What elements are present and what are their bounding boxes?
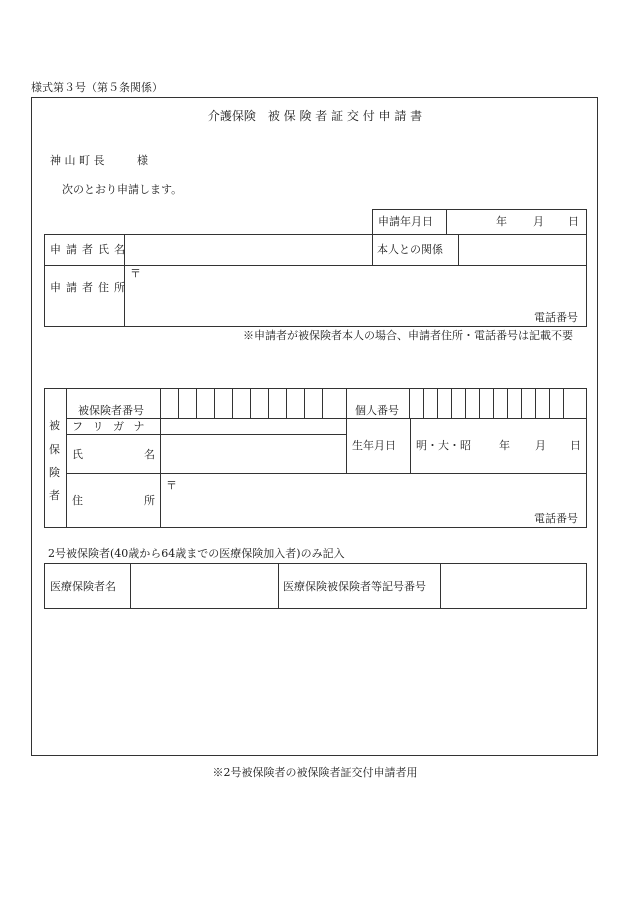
personal-number-label: 個人番号 bbox=[355, 404, 399, 417]
honorific: 様 bbox=[137, 154, 148, 167]
insured-address-field[interactable] bbox=[161, 474, 586, 527]
insured-side-char-1: 被 bbox=[49, 419, 60, 432]
applicant-phone-label: 電話番号 bbox=[534, 311, 578, 324]
birth-month: 月 bbox=[535, 439, 546, 452]
addressee: 神 山 町 長 bbox=[50, 154, 105, 167]
insured-address-label-2: 所 bbox=[144, 494, 155, 507]
applicant-name-field[interactable] bbox=[125, 235, 371, 264]
applicant-address-label: 申請者住所 bbox=[50, 281, 130, 294]
insured-side-char-4: 者 bbox=[49, 489, 60, 502]
date-year: 年 bbox=[496, 215, 507, 228]
relation-field[interactable] bbox=[459, 235, 586, 264]
date-day: 日 bbox=[568, 215, 579, 228]
insured-side-char-3: 険 bbox=[49, 466, 60, 479]
insured-name-label-1: 氏 bbox=[72, 448, 83, 461]
category2-heading: 2号被保険者(40歳から64歳までの医療保険加入者)のみ記入 bbox=[48, 547, 345, 560]
insured-address-label-1: 住 bbox=[72, 494, 83, 507]
insurer-name-label: 医療保険者名 bbox=[50, 580, 116, 593]
birth-date-label: 生年月日 bbox=[352, 439, 396, 452]
postal-mark: 〒 bbox=[130, 267, 141, 280]
birth-year: 年 bbox=[499, 439, 510, 452]
insurance-symbol-field[interactable] bbox=[441, 564, 586, 608]
era-options: 明・大・昭 bbox=[416, 439, 471, 452]
insurance-symbol-label: 医療保険被保険者等記号番号 bbox=[283, 580, 426, 593]
insurer-name-field[interactable] bbox=[131, 564, 278, 608]
date-month: 月 bbox=[533, 215, 544, 228]
insured-number-field[interactable] bbox=[161, 389, 346, 418]
insured-number-label: 被保険者番号 bbox=[78, 404, 144, 417]
furigana-label: フ リ ガ ナ bbox=[72, 420, 148, 433]
applicant-note: ※申請者が被保険者本人の場合、申請者住所・電話番号は記載不要 bbox=[243, 329, 573, 342]
relation-label: 本人との関係 bbox=[377, 243, 443, 256]
application-date-label: 申請年月日 bbox=[378, 215, 433, 228]
personal-number-field[interactable] bbox=[410, 389, 586, 418]
furigana-field[interactable] bbox=[161, 419, 346, 434]
applicant-address-field[interactable] bbox=[125, 266, 586, 326]
insured-phone-label: 電話番号 bbox=[534, 512, 578, 525]
insured-name-field[interactable] bbox=[161, 435, 346, 473]
intro-text: 次のとおり申請します。 bbox=[62, 183, 183, 196]
insured-postal-mark: 〒 bbox=[166, 479, 177, 492]
form-number: 様式第３号（第５条関係） bbox=[31, 81, 163, 94]
birth-day: 日 bbox=[570, 439, 581, 452]
insured-side-char-2: 保 bbox=[49, 443, 60, 456]
application-date-field[interactable] bbox=[447, 209, 586, 234]
insured-name-label-2: 名 bbox=[144, 448, 155, 461]
footer-note: ※2号被保険者の被保険者証交付申請者用 bbox=[212, 766, 418, 779]
applicant-name-label: 申請者氏名 bbox=[50, 243, 130, 256]
form-title: 介護保険 被 保 険 者 証 交 付 申 請 書 bbox=[207, 109, 423, 123]
